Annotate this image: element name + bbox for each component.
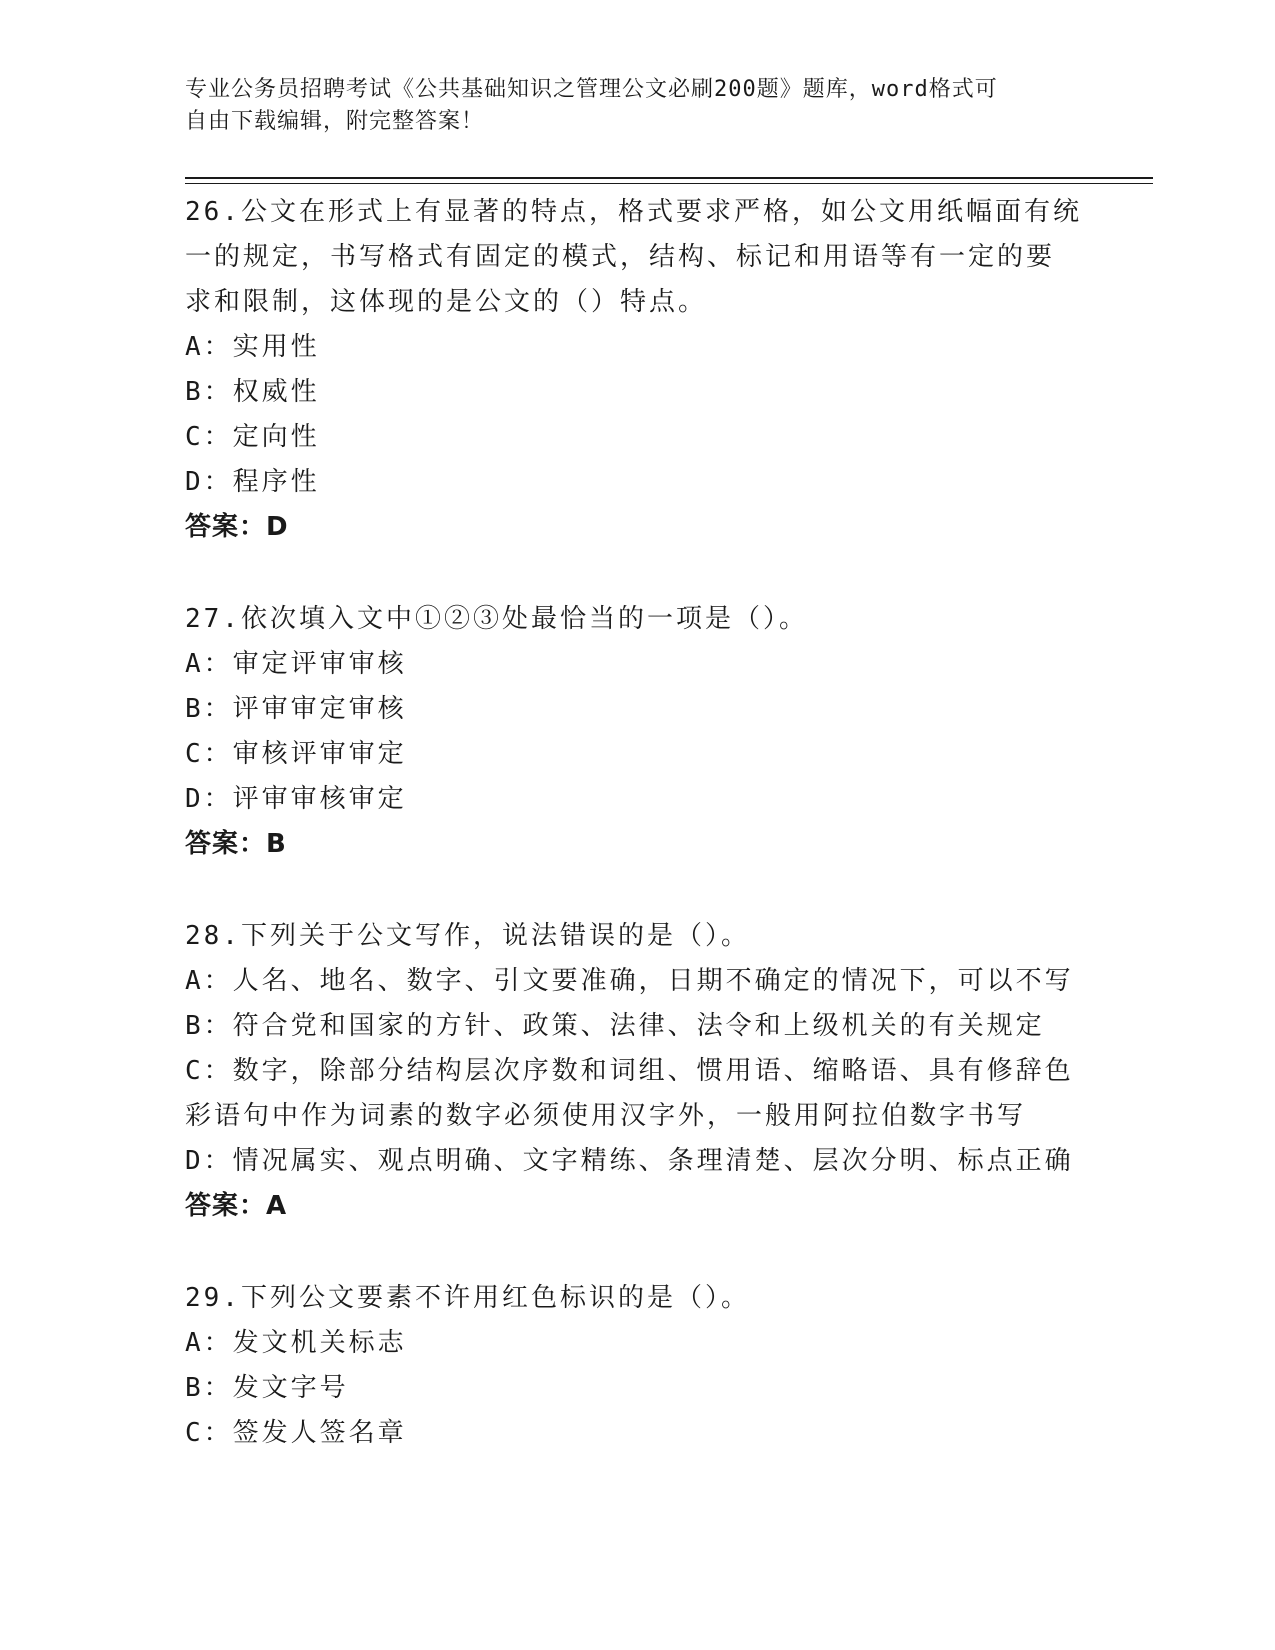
option-b: B：权威性: [185, 377, 320, 407]
question-28: [185, 914, 1085, 1229]
question-26: [185, 190, 1085, 550]
option-b: B：发文字号: [185, 1373, 349, 1403]
question-29: [185, 1276, 1085, 1456]
question-stem-line: 27.依次填入文中①②③处最恰当的一项是（）。: [185, 604, 808, 634]
option-c: C：签发人签名章: [185, 1418, 407, 1448]
header-divider-thin: [185, 183, 1153, 184]
question-spacer: [185, 1229, 1085, 1276]
option-a: A：审定评审审核: [185, 649, 407, 679]
question-27: [185, 597, 1085, 867]
option-a: A：实用性: [185, 332, 320, 362]
question-stem-line: 29.下列公文要素不许用红色标识的是（）。: [185, 1283, 750, 1313]
question-stem-line: 28.下列关于公文写作，说法错误的是（）。: [185, 921, 750, 951]
question-stem-line: 求和限制，这体现的是公文的（）特点。: [185, 287, 708, 317]
option-c: C：数字，除部分结构层次序数和词组、惯用语、缩略语、具有修辞色: [185, 1056, 1074, 1086]
answer-label: 答案：D: [185, 512, 289, 542]
document-header: [185, 74, 1065, 138]
question-stem-line: 26.公文在形式上有显著的特点，格式要求严格，如公文用纸幅面有统: [185, 197, 1082, 227]
option-d: D：程序性: [185, 467, 320, 497]
header-line-2: 自由下载编辑，附完整答案！: [185, 109, 485, 134]
option-c: C：定向性: [185, 422, 320, 452]
option-d: D：情况属实、观点明确、文字精练、条理清楚、层次分明、标点正确: [185, 1146, 1074, 1176]
option-d: D：评审审核审定: [185, 784, 407, 814]
question-stem-line: 一的规定，书写格式有固定的模式，结构、标记和用语等有一定的要: [185, 242, 1056, 272]
option-b: B：评审审定审核: [185, 694, 407, 724]
option-b: B：符合党和国家的方针、政策、法律、法令和上级机关的有关规定: [185, 1011, 1045, 1041]
question-spacer: [185, 867, 1085, 914]
answer-label: 答案：B: [185, 829, 287, 859]
option-a: A：发文机关标志: [185, 1328, 407, 1358]
option-c-continued: 彩语句中作为词素的数字必须使用汉字外，一般用阿拉伯数字书写: [185, 1101, 1027, 1131]
answer-label: 答案：A: [185, 1191, 288, 1221]
question-list: [185, 190, 1085, 1456]
header-line-1: 专业公务员招聘考试《公共基础知识之管理公文必刷200题》题库，word格式可: [185, 77, 998, 102]
header-divider-thick: [185, 177, 1153, 179]
option-c: C：审核评审审定: [185, 739, 407, 769]
option-a: A：人名、地名、数字、引文要准确，日期不确定的情况下，可以不写: [185, 966, 1074, 996]
question-spacer: [185, 550, 1085, 597]
